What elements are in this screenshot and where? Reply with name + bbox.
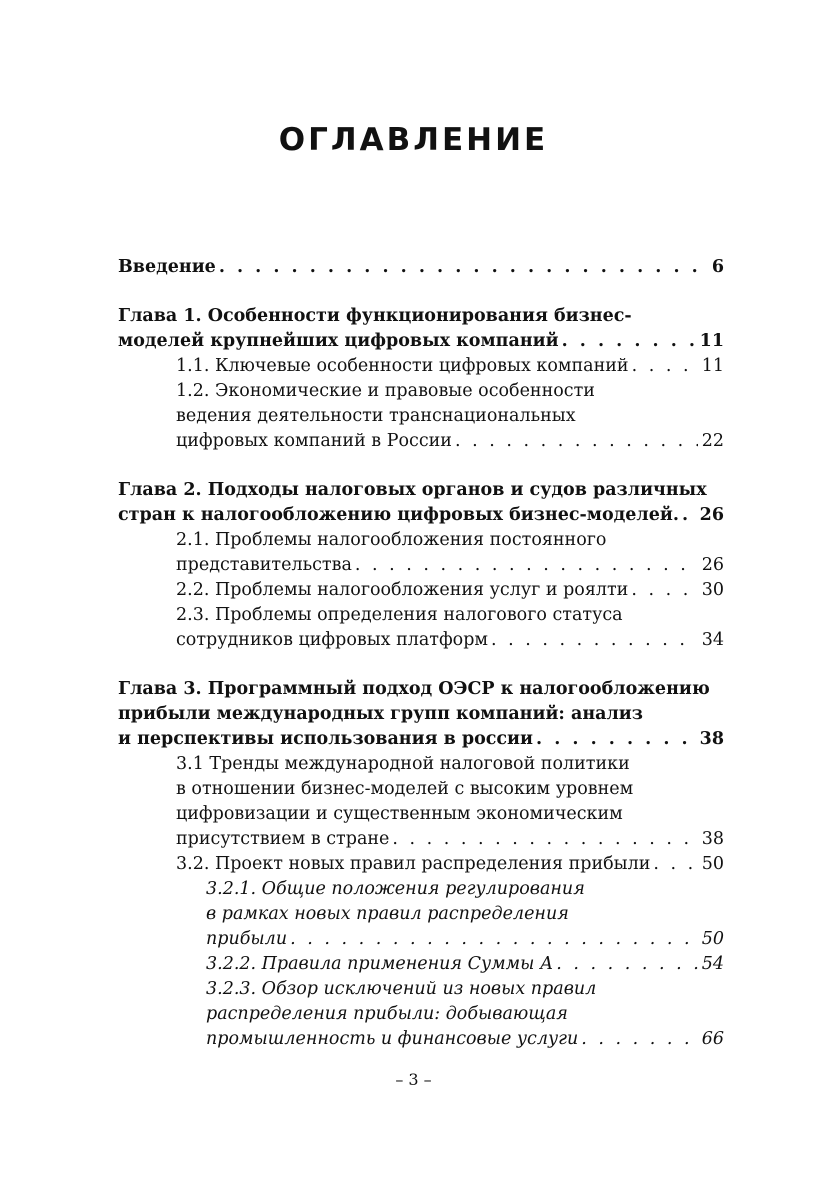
toc-entry-text: распределения прибыли: добывающая [206,1004,568,1024]
toc-page-number: 11 [699,331,724,351]
page-title: ОГЛАВЛЕНИЕ [278,122,549,158]
toc-page-number: 30 [701,580,724,600]
dot-leader [650,852,697,877]
toc-entry-section-2-3[interactable] [118,603,724,653]
toc-entry-text: 3.2.1. Общие положения регулирования [206,879,585,899]
toc-entry-text: Глава 1. Особенности функционирования бизнес- [118,306,632,326]
toc-page-number: 26 [701,555,724,575]
page-number-footer: – 3 – [395,1070,432,1089]
dot-leader [578,1027,697,1052]
toc-entry-introduction[interactable] [118,255,724,280]
toc-entry-text: прибыли международных групп компаний: анализ [118,704,643,724]
toc-entry-text: цифровизации и существенным экономическим [176,804,623,824]
toc-entry-text: Глава 2. Подходы налоговых органов и судов различных [118,480,707,500]
toc-page-number: 6 [711,257,724,277]
table-of-contents [118,255,724,1052]
toc-entry-text: 2.1. Проблемы налогообложения постоянного [176,530,607,550]
toc-entry-text: прибыли [206,929,288,949]
toc-entry-text: 3.2.2. Правила применения Суммы А [206,954,554,974]
dot-leader [533,727,696,752]
toc-entry-text: 3.2.3. Обзор исключений из новых правил [206,979,597,999]
dot-leader [559,329,696,354]
toc-entry-section-3-2[interactable] [118,852,724,877]
toc-entry-text: промышленность и финансовые услуги [206,1029,579,1049]
toc-entry-section-1-1[interactable] [118,354,724,379]
toc-entry-text: 2.2. Проблемы налогообложения услуг и роялти [176,580,629,600]
toc-entry-text: в отношении бизнес-моделей с высоким уровнем [176,779,634,799]
toc-entry-chapter-1[interactable] [118,304,724,354]
toc-page-number: 11 [701,356,724,376]
toc-entry-text: цифровых компаний в России [176,431,452,451]
toc-page-number: 66 [701,1029,724,1049]
toc-entry-text: и перспективы использования в россии [118,729,534,749]
toc-entry-section-1-2[interactable] [118,379,724,454]
toc-page-number: 54 [701,954,724,974]
dot-leader [352,553,698,578]
dot-leader [389,827,697,852]
dot-leader [452,429,698,454]
toc-page-number: 50 [701,854,724,874]
dot-leader [216,255,708,280]
toc-page-number: 38 [699,729,724,749]
toc-entry-text: моделей крупнейших цифровых компаний [118,331,559,351]
dot-leader [553,952,698,977]
toc-entry-text: присутствием в стране [176,829,390,849]
dot-leader [629,354,698,379]
toc-entry-chapter-2[interactable] [118,478,724,528]
toc-entry-text: 1.2. Экономические и правовые особенности [176,381,595,401]
toc-entry-text: в рамках новых правил распределения [206,904,569,924]
toc-entry-chapter-3[interactable] [118,677,724,752]
toc-entry-text: Глава 3. Программный подход ОЭСР к налогообложению [118,679,710,699]
toc-page-number: 38 [701,829,724,849]
dot-leader [679,503,696,528]
toc-entry-text: 2.3. Проблемы определения налогового статуса [176,605,623,625]
toc-entry-text: сотрудников цифровых платформ [176,630,489,650]
dot-leader [287,927,698,952]
toc-entry-subsection-3-2-1[interactable] [118,877,724,952]
toc-entry-text: 3.2. Проект новых правил распределения прибыли [176,854,651,874]
toc-entry-subsection-3-2-2[interactable] [118,952,724,977]
toc-page-number: 50 [701,929,724,949]
toc-page-number: 22 [701,431,724,451]
toc-entry-section-2-2[interactable] [118,578,724,603]
dot-leader [628,578,697,603]
toc-entry-text: Введение [118,257,216,277]
toc-entry-text: стран к налогообложению цифровых бизнес-моделей. [118,505,679,525]
toc-page-number: 26 [699,505,724,525]
toc-entry-text: ведения деятельности транснациональных [176,406,576,426]
toc-entry-section-2-1[interactable] [118,528,724,578]
dot-leader [488,628,698,653]
toc-entry-text: 1.1. Ключевые особенности цифровых компаний [176,356,629,376]
toc-entry-section-3-1[interactable] [118,752,724,852]
toc-entry-text: представительства [176,555,352,575]
toc-page-number: 34 [701,630,724,650]
toc-entry-text: 3.1 Тренды международной налоговой политики [176,754,630,774]
toc-entry-subsection-3-2-3[interactable] [118,977,724,1052]
